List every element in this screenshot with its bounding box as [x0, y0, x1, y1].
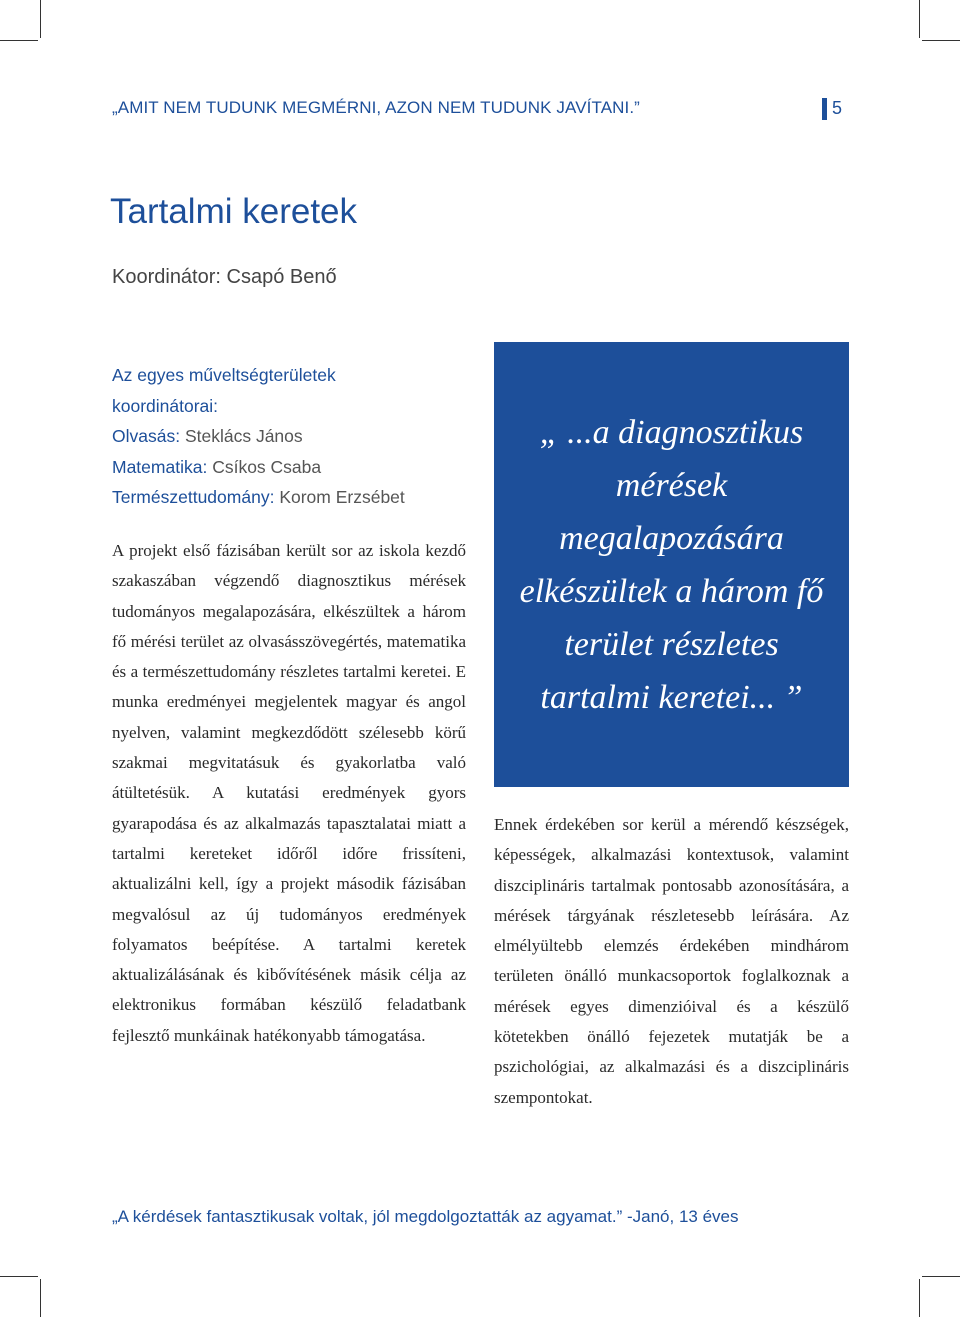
running-header: „AMIT NEM TUDUNK MEGMÉRNI, AZON NEM TUDUNK JAVÍTANI.” — [112, 98, 640, 117]
coordinator-item-math: Matematika: Csíkos Csaba — [112, 456, 322, 477]
body-text-left: A projekt első fázisában került sor az iskola kezdő szakaszában végzendő diagnosztikus mérések tudományos megalapozására, elkészültek a három fő mérési terület az olvasásszövegértés, matematika és a természettudomány részletes tartalmi keretei. E munka eredményei megjelentek magyar és angol nyelven, valamint megkezdődött szélesebb körű szakmai megvitatásuk és gyakorlatba való átültetésük. A kutatási eredmények gyors gyarapodása és az alkalmazás tapasztalatai miatt a tartalmi kereteket időről időre frissíteni, aktualizálni kell, így a projekt második fázisában megvalósul az új tudományos eredmények folyamatos beépítése. A tartalmi keretek aktualizálásának és kibővítésének másik célja az elektronikus formában készülő feladatbank fejlesztő munkáinak hatékonyabb támogatása. — [112, 541, 466, 1045]
crop-mark-bottom-left — [0, 1276, 38, 1277]
coordinators-heading-cont: koordinátorai: — [112, 395, 219, 416]
crop-mark-top-right — [919, 0, 920, 38]
crop-mark-bottom-right — [919, 1279, 920, 1317]
coordinator-item-reading: Olvasás: Steklács János — [112, 426, 303, 446]
crop-mark-bottom-right — [922, 1276, 960, 1277]
coordinator-line: Koordinátor: Csapó Benő — [112, 266, 337, 288]
crop-mark-bottom-left — [40, 1279, 41, 1317]
page-number-bar — [822, 98, 827, 120]
coordinators-list — [112, 360, 442, 513]
coordinators-heading: Az egyes műveltségterületek — [112, 365, 336, 385]
crop-mark-top-right — [922, 40, 960, 41]
body-text-right: Ennek érdekében sor kerül a mérendő készségek, képességek, alkalmazási kontextusok, valamint diszciplináris tartalmak pontosabb azonosítására, a mérések tárgyának részletesebb leírására. Az elmélyültebb elemzés érdekében mindhárom területen önálló munkacsoportok foglalkoznak a mérések egyes dimenzióival és a készülő kötetekben önálló fejezetek mutatják be a pszichológiai, az alkalmazási és a diszciplináris szempontokat. — [494, 815, 849, 1107]
page-title: Tartalmi keretek — [110, 192, 358, 231]
crop-mark-top-left — [40, 0, 41, 38]
footer-quote: „A kérdések fantasztikusak voltak, jól megdolgoztatták az agyamat.” -Janó, 13 éves — [112, 1207, 739, 1226]
coordinator-item-science: Természettudomány: Korom Erzsébet — [112, 487, 405, 507]
pull-quote-box — [494, 342, 849, 787]
crop-mark-top-left — [0, 40, 38, 41]
page-number: 5 — [832, 98, 843, 118]
pull-quote-text: „ ...a diagnosztikus mérések megalapozására elkészültek a három fő terület részletes tartalmi keretei... ” — [519, 413, 824, 716]
